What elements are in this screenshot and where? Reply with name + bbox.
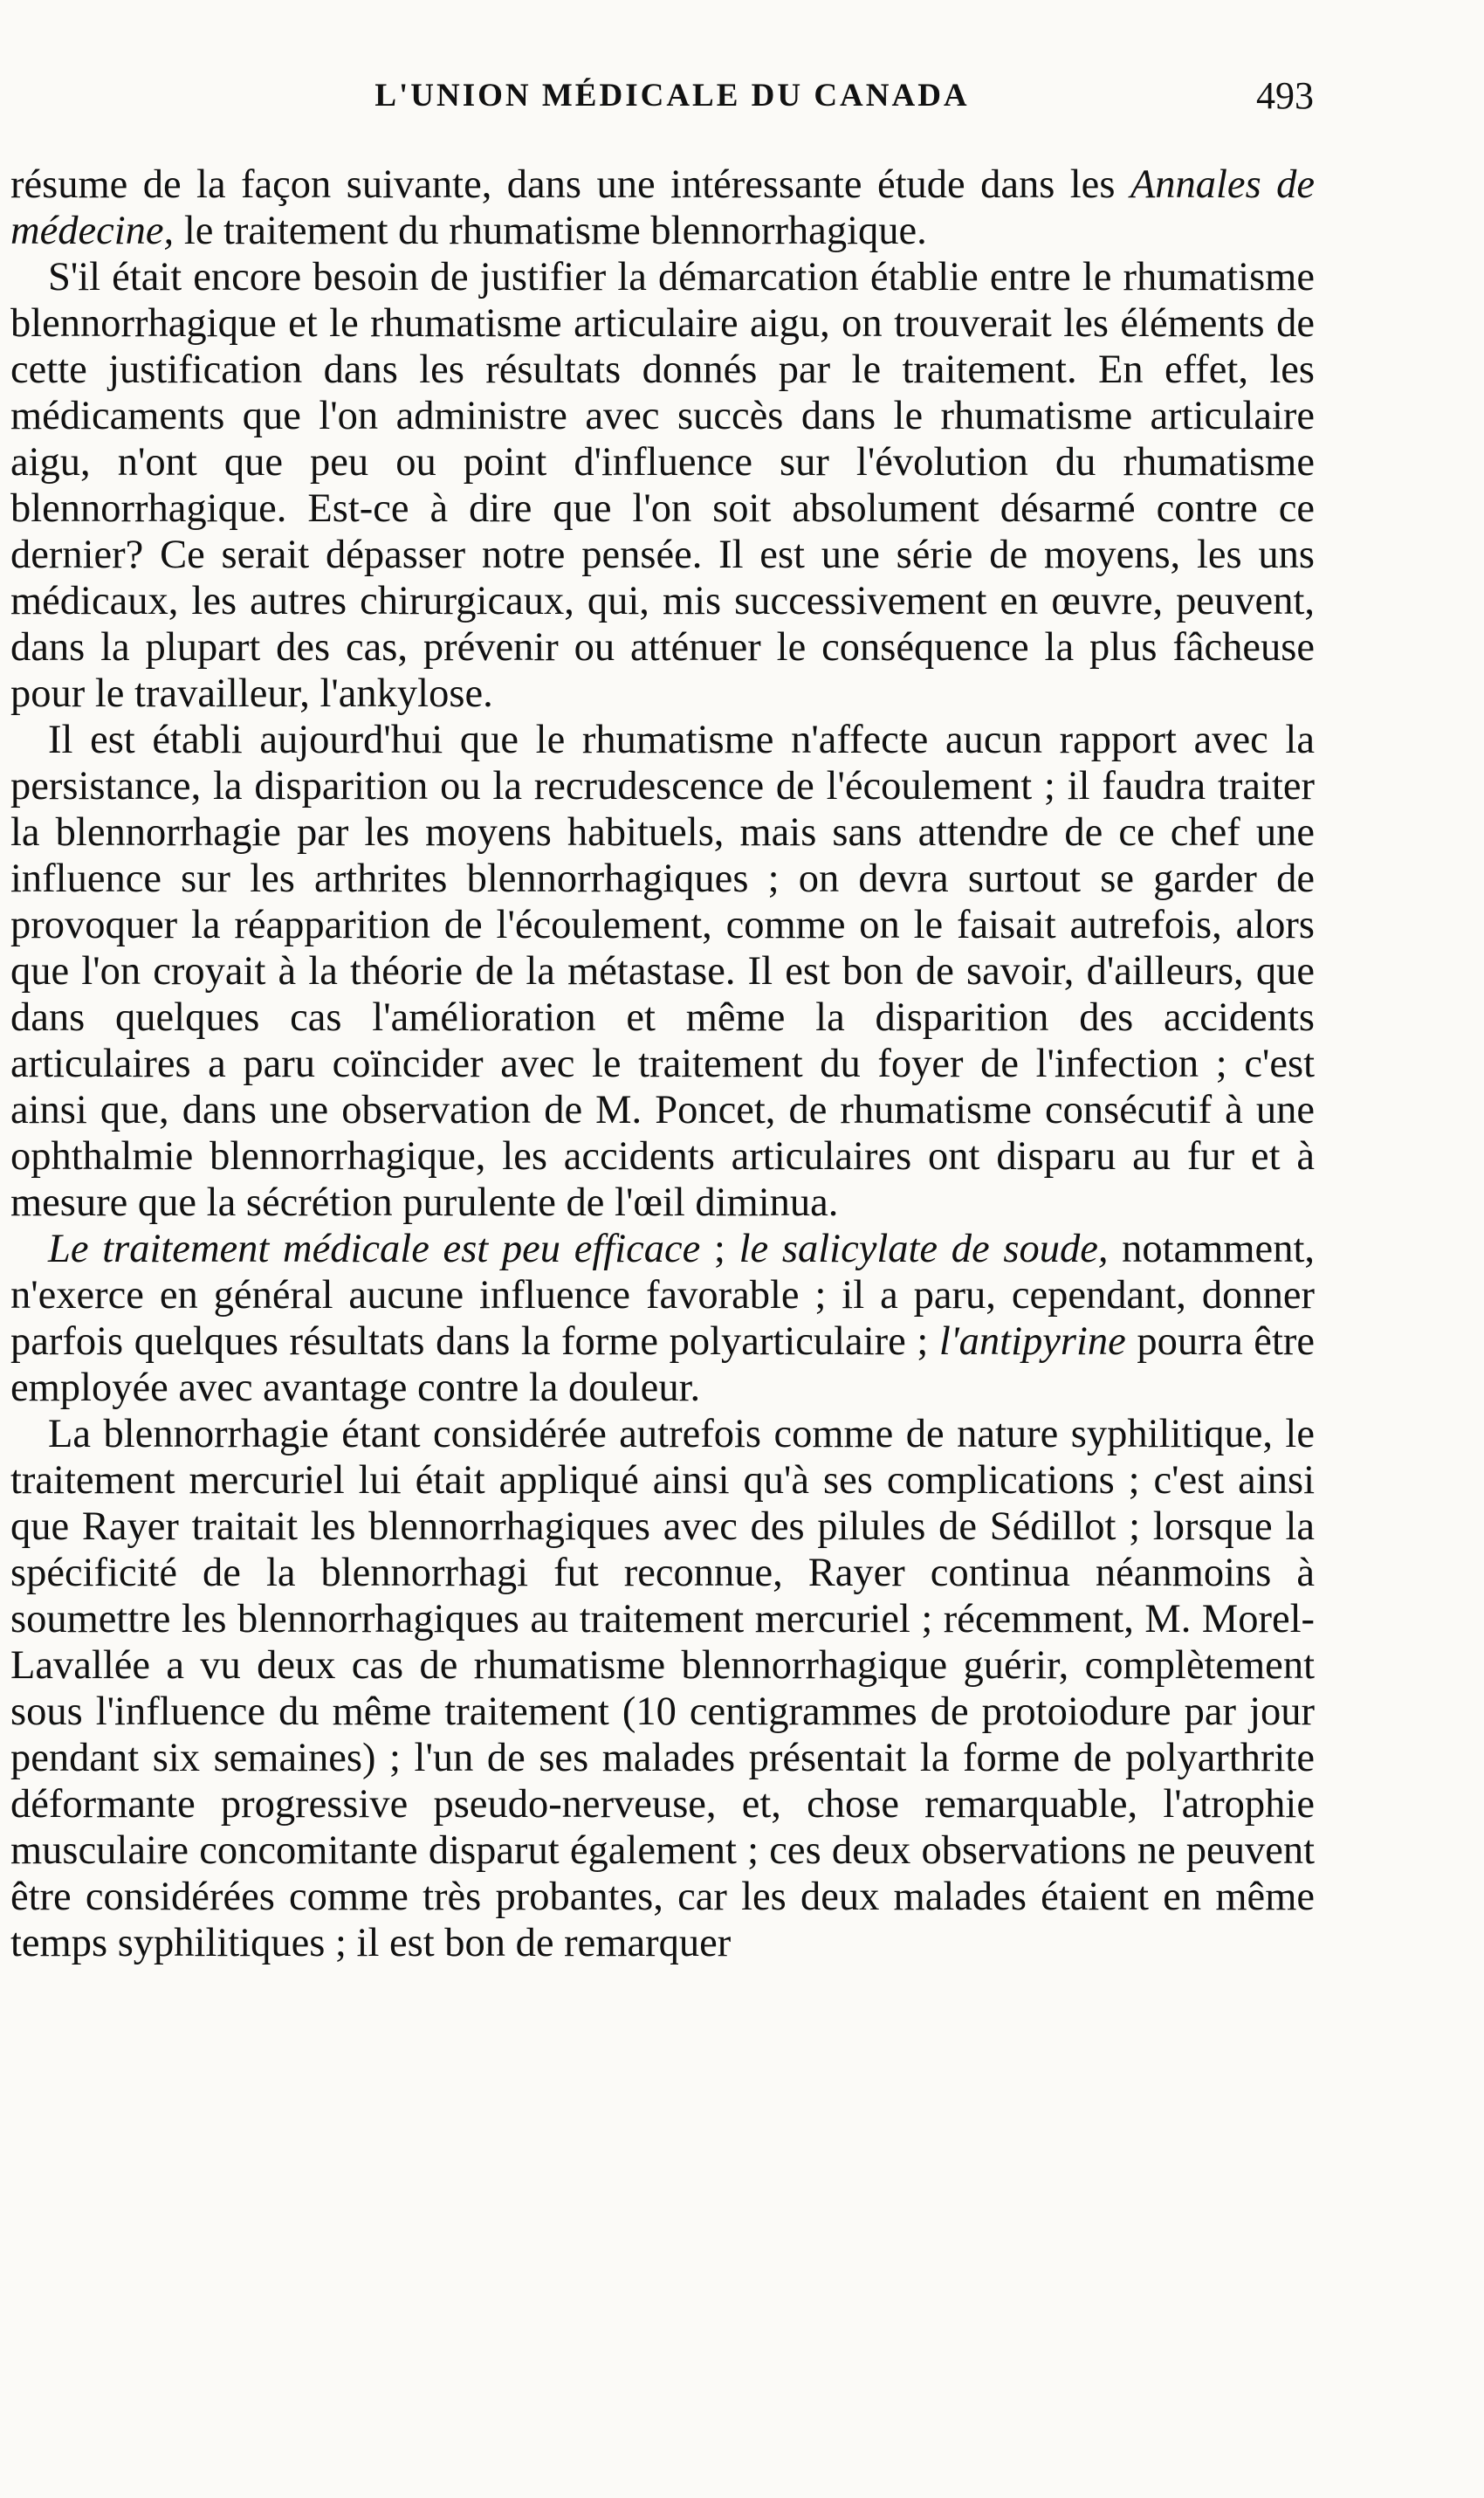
page-number: 493	[1256, 74, 1314, 117]
text-segment: ;	[700, 1227, 739, 1271]
journal-title-italic: Annales de médecine,	[10, 162, 1315, 253]
text-segment: notamment, n'exerce en général aucune influence favorable ; il a paru, cependant, donner parfois quelques résultats dans la forme polyarticulaire ;	[10, 1227, 1315, 1364]
paragraph	[10, 717, 1315, 1226]
body-text	[10, 162, 1315, 1966]
paragraph	[10, 254, 1315, 717]
italic-phrase: l'antipyrine	[938, 1319, 1126, 1364]
text-segment: résume de la façon suivante, dans une intéressante étude dans les	[10, 162, 1130, 207]
paragraph	[10, 1411, 1315, 1966]
italic-phrase: Le traitement médicale est peu efficace	[48, 1227, 701, 1271]
text-segment: Il est établi aujourd'hui que le rhumatisme n'affecte aucun rapport avec la persistance, la disparition ou la recrudescence de l'écoulement ; il faudra traiter la blennorrhagie par les moyens habituels, mais sans attendre de ce chef une influence sur les arthrites blennorrhagiques ; on devra surtout se garder de provoquer la réapparition de l'écoulement, comme on le faisait autrefois, alors que l'on croyait à la théorie de la métastase. Il est bon de savoir, d'ailleurs, que dans quelques cas l'amélioration et même la disparition des accidents articulaires a paru coïncider avec le traitement du foyer de l'infection ; c'est ainsi que, dans une observation de M. Poncet, de rhumatisme consécutif à une ophthalmie blennorrhagique, les accidents articulaires ont disparu au fur et à mesure que la sécrétion purulente de l'œil diminua.	[10, 718, 1315, 1225]
text-segment: le traitement du rhumatisme blennorrhagique.	[174, 209, 927, 253]
text-segment: pourra être employée avec avantage contre la douleur.	[10, 1319, 1315, 1410]
paragraph	[10, 162, 1315, 254]
running-title: L'UNION MÉDICALE DU CANADA	[374, 78, 970, 114]
text-segment: S'il était encore besoin de justifier la démarcation établie entre le rhumatisme blennorrhagique et le rhumatisme articulaire aigu, on trouverait les éléments de cette justification dans les résultats donnés par le traitement. En effet, les médicaments que l'on administre avec succès dans le rhumatisme articulaire aigu, n'ont que peu ou point d'influence sur l'évolution du rhumatisme blennorrhagique. Est-ce à dire que l'on soit absolument désarmé contre ce dernier? Ce serait dépasser notre pensée. Il est une série de moyens, les uns médicaux, les autres chirurgicaux, qui, mis successivement en œuvre, peuvent, dans la plupart des cas, prévenir ou atténuer le conséquence la plus fâcheuse pour le travailleur, l'ankylose.	[10, 255, 1315, 716]
paragraph	[10, 1226, 1315, 1411]
text-segment: La blennorrhagie étant considérée autrefois comme de nature syphilitique, le traitement mercuriel lui était appliqué ainsi qu'à ses complications ; c'est ainsi que Rayer traitait les blennorrhagiques avec des pilules de Sédillot ; lorsque la spécificité de la blennorrhagi fut reconnue, Rayer continua néanmoins à soumettre les blennorrhagiques au traitement mercuriel ; récemment, M. Morel-Lavallée a vu deux cas de rhumatisme blennorrhagique guérir, complètement sous l'influence du même traitement (10 centigrammes de protoiodure par jour pendant six semaines) ; l'un de ses malades présentait la forme de polyarthrite déformante progressive pseudo-nerveuse, et, chose remarquable, l'atrophie musculaire concomitante disparut également ; ces deux observations ne peuvent être considérées comme très probantes, car les deux malades étaient en même temps syphilitiques ; il est bon de remarquer	[10, 1412, 1315, 1965]
italic-phrase: le salicylate de soude,	[739, 1227, 1109, 1271]
